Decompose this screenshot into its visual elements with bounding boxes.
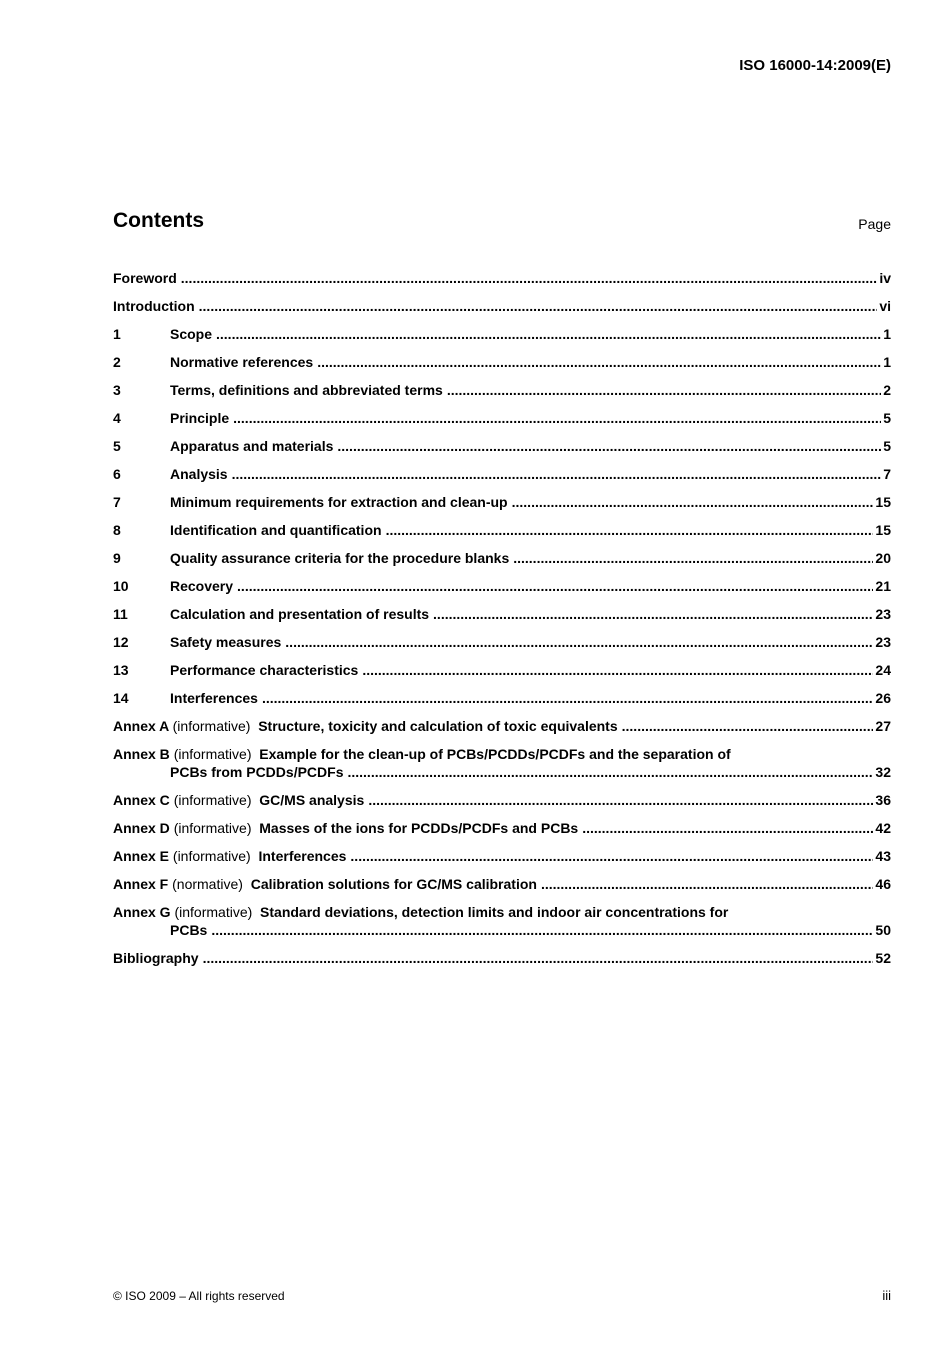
dot-leader xyxy=(203,949,874,967)
dot-leader xyxy=(181,269,878,287)
toc-entry-number: 14 xyxy=(113,690,129,706)
dot-leader xyxy=(262,689,873,707)
toc-entry-page: 2 xyxy=(883,382,891,398)
dot-leader xyxy=(368,791,873,809)
dot-leader xyxy=(232,465,882,483)
annex-title-cont: PCBs xyxy=(170,922,208,938)
annex-title: Masses of the ions for PCDDs/PCDFs and PCBs xyxy=(259,820,579,836)
toc-entry-page: 24 xyxy=(875,662,891,678)
dot-leader xyxy=(512,493,874,511)
toc-entry-title: Terms, definitions and abbreviated terms xyxy=(170,382,443,398)
toc-entry-clause[interactable] xyxy=(113,661,891,679)
annex-title: GC/MS analysis xyxy=(259,792,365,808)
dot-leader xyxy=(582,819,873,837)
toc-entry-title: Interferences xyxy=(170,690,258,706)
toc-entry-page: 1 xyxy=(883,354,891,370)
dot-leader xyxy=(347,763,873,781)
toc-entry-title: Recovery xyxy=(170,578,234,594)
toc-entry-page: 52 xyxy=(875,950,891,966)
toc-entry-title: Normative references xyxy=(170,354,314,370)
toc-entry-annex-b[interactable] xyxy=(113,745,891,781)
toc-entry-annex-c[interactable] xyxy=(113,791,891,809)
copyright-notice: © ISO 2009 – All rights reserved xyxy=(113,1289,285,1303)
table-of-contents xyxy=(113,269,891,977)
toc-entry-number: 8 xyxy=(113,522,121,538)
toc-entry-number: 12 xyxy=(113,634,129,650)
toc-entry-title: Analysis xyxy=(170,466,228,482)
annex-title: Structure, toxicity and calculation of toxic equivalents xyxy=(258,718,618,734)
toc-entry-title xyxy=(113,903,891,921)
toc-entry-title xyxy=(113,819,578,837)
toc-entry-page: 26 xyxy=(875,690,891,706)
page-number: iii xyxy=(882,1288,891,1303)
toc-entry-annex-g[interactable] xyxy=(113,903,891,939)
toc-entry-clause[interactable] xyxy=(113,605,891,623)
annex-type: (informative) xyxy=(173,792,252,808)
toc-entry-page: 43 xyxy=(875,848,891,864)
dot-leader xyxy=(513,549,873,567)
toc-entry-title: Safety measures xyxy=(170,634,282,650)
toc-entry-foreword[interactable] xyxy=(113,269,891,287)
toc-entry-number: 4 xyxy=(113,410,121,426)
toc-entry-clause[interactable] xyxy=(113,409,891,427)
toc-entry-page: 21 xyxy=(875,578,891,594)
annex-title: Calibration solutions for GC/MS calibration xyxy=(250,876,537,892)
toc-entry-number: 2 xyxy=(113,354,121,370)
toc-entry-annex-f[interactable] xyxy=(113,875,891,893)
toc-entry-page: 20 xyxy=(875,550,891,566)
dot-leader xyxy=(211,921,873,939)
toc-entry-page: 27 xyxy=(875,718,891,734)
toc-entry-number: 5 xyxy=(113,438,121,454)
annex-title-cont: PCBs from PCDDs/PCDFs xyxy=(170,764,344,780)
toc-entry-clause[interactable] xyxy=(113,577,891,595)
toc-entry-page: 15 xyxy=(875,522,891,538)
dot-leader xyxy=(216,325,881,343)
dot-leader xyxy=(285,633,873,651)
annex-label: Annex B xyxy=(113,746,170,762)
toc-entry-title xyxy=(113,745,891,763)
annex-label: Annex A xyxy=(113,718,169,734)
toc-entry-clause[interactable] xyxy=(113,549,891,567)
toc-entry-title: Calculation and presentation of results xyxy=(170,606,430,622)
toc-entry-number: 9 xyxy=(113,550,121,566)
dot-leader xyxy=(237,577,873,595)
toc-entry-number: 3 xyxy=(113,382,121,398)
toc-entry-clause[interactable] xyxy=(113,465,891,483)
annex-title: Example for the clean-up of PCBs/PCDDs/PCDFs and the separation of xyxy=(259,746,731,762)
toc-entry-clause[interactable] xyxy=(113,353,891,371)
toc-entry-page: iv xyxy=(879,270,891,286)
dot-leader xyxy=(386,521,874,539)
toc-entry-page: 15 xyxy=(875,494,891,510)
annex-title: Interferences xyxy=(258,848,347,864)
toc-entry-page: 32 xyxy=(875,764,891,780)
toc-entry-title xyxy=(113,847,346,865)
toc-entry-clause[interactable] xyxy=(113,689,891,707)
toc-entry-page: 42 xyxy=(875,820,891,836)
toc-entry-continuation xyxy=(113,763,891,781)
toc-entry-title: Identification and quantification xyxy=(170,522,382,538)
toc-entry-number: 11 xyxy=(113,606,128,622)
toc-entry-introduction[interactable] xyxy=(113,297,891,315)
annex-type: (informative) xyxy=(173,820,252,836)
annex-type: (informative) xyxy=(172,718,251,734)
toc-entry-title xyxy=(113,717,618,735)
annex-type: (informative) xyxy=(174,904,253,920)
toc-entry-clause[interactable] xyxy=(113,633,891,651)
dot-leader xyxy=(317,353,881,371)
toc-entry-title: Apparatus and materials xyxy=(170,438,334,454)
dot-leader xyxy=(362,661,873,679)
dot-leader xyxy=(337,437,881,455)
toc-entry-title: Minimum requirements for extraction and clean-up xyxy=(170,494,508,510)
toc-entry-page: 1 xyxy=(883,326,891,342)
dot-leader xyxy=(541,875,873,893)
annex-type: (informative) xyxy=(172,848,251,864)
toc-entry-annex-a[interactable] xyxy=(113,717,891,735)
dot-leader xyxy=(350,847,873,865)
toc-entry-clause[interactable] xyxy=(113,493,891,511)
toc-entry-title: Principle xyxy=(170,410,230,426)
toc-entry-page: 36 xyxy=(875,792,891,808)
document-id: ISO 16000-14:2009(E) xyxy=(739,57,891,74)
dot-leader xyxy=(233,409,881,427)
toc-entry-number: 10 xyxy=(113,578,129,594)
annex-label: Annex C xyxy=(113,792,170,808)
page-column-label: Page xyxy=(858,216,891,232)
toc-entry-title: Foreword xyxy=(113,270,177,286)
annex-title: Standard deviations, detection limits and indoor air concentrations for xyxy=(260,904,729,920)
toc-entry-bibliography[interactable] xyxy=(113,949,891,967)
annex-label: Annex E xyxy=(113,848,170,864)
toc-entry-continuation xyxy=(113,921,891,939)
dot-leader xyxy=(433,605,873,623)
toc-entry-page: 46 xyxy=(875,876,891,892)
toc-entry-number: 6 xyxy=(113,466,121,482)
toc-entry-clause[interactable] xyxy=(113,381,891,399)
toc-entry-page: 5 xyxy=(883,438,891,454)
toc-entry-page: vi xyxy=(879,298,891,314)
toc-entry-clause[interactable] xyxy=(113,325,891,343)
annex-label: Annex G xyxy=(113,904,171,920)
dot-leader xyxy=(447,381,881,399)
toc-entry-clause[interactable] xyxy=(113,437,891,455)
toc-entry-number: 1 xyxy=(113,326,121,342)
annex-type: (informative) xyxy=(173,746,252,762)
toc-entry-title: Performance characteristics xyxy=(170,662,359,678)
contents-heading: Contents xyxy=(113,209,204,232)
toc-entry-page: 23 xyxy=(875,606,891,622)
toc-entry-page: 23 xyxy=(875,634,891,650)
toc-entry-number: 7 xyxy=(113,494,121,510)
toc-entry-annex-d[interactable] xyxy=(113,819,891,837)
toc-entry-annex-e[interactable] xyxy=(113,847,891,865)
toc-entry-page: 5 xyxy=(883,410,891,426)
annex-type: (normative) xyxy=(172,876,243,892)
toc-entry-title xyxy=(113,791,364,809)
toc-entry-page: 7 xyxy=(883,466,891,482)
toc-entry-title: Bibliography xyxy=(113,950,199,966)
toc-entry-title: Scope xyxy=(170,326,213,342)
toc-entry-page: 50 xyxy=(875,922,891,938)
toc-entry-title: Quality assurance criteria for the procedure blanks xyxy=(170,550,510,566)
dot-leader xyxy=(199,297,878,315)
dot-leader xyxy=(622,717,874,735)
annex-label: Annex F xyxy=(113,876,169,892)
toc-entry-title xyxy=(113,875,537,893)
toc-entry-number: 13 xyxy=(113,662,129,678)
toc-entry-clause[interactable] xyxy=(113,521,891,539)
annex-label: Annex D xyxy=(113,820,170,836)
toc-entry-title: Introduction xyxy=(113,298,195,314)
